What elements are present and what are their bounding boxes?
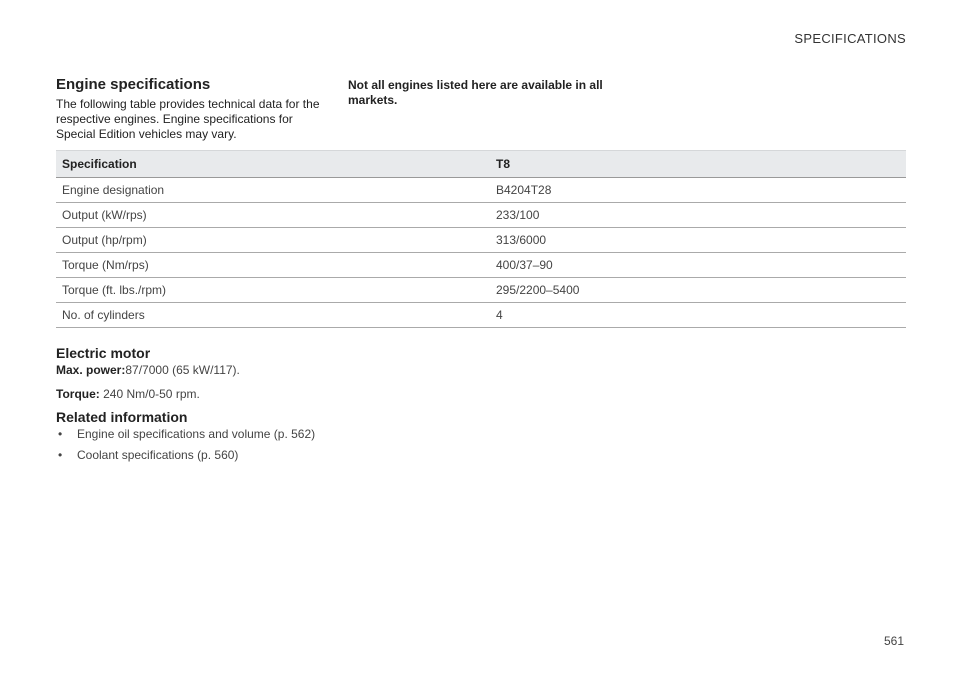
torque-value: 240 Nm/0-50 rpm.	[99, 387, 200, 401]
max-power-value: 87/7000 (65 kW/117).	[125, 363, 240, 377]
section-header: SPECIFICATIONS	[794, 31, 906, 46]
note-column	[348, 78, 628, 108]
spec-name-cell: No. of cylinders	[56, 303, 490, 328]
availability-note: Not all engines listed here are available in all markets.	[348, 78, 603, 107]
spec-name-cell: Torque (Nm/rps)	[56, 253, 490, 278]
page-number: 561	[883, 634, 904, 648]
max-power-label: Max. power:	[56, 363, 126, 377]
spec-value-cell: B4204T28	[490, 178, 906, 203]
table-row	[56, 278, 906, 303]
spec-name-cell: Output (hp/rpm)	[56, 228, 490, 253]
spec-name-cell: Torque (ft. lbs./rpm)	[56, 278, 490, 303]
table-row	[56, 303, 906, 328]
page-title: Engine specifications	[56, 76, 211, 93]
spec-value-cell: 313/6000	[490, 228, 906, 253]
electric-motor-section	[56, 345, 376, 401]
table-row	[56, 203, 906, 228]
spec-name-cell: Output (kW/rps)	[56, 203, 490, 228]
engine-intro-column	[56, 76, 326, 142]
bullet-icon: •	[58, 448, 63, 462]
max-power-line	[56, 363, 376, 377]
torque-line	[56, 387, 376, 401]
electric-motor-title: Electric motor	[56, 345, 151, 361]
spec-value-cell: 4	[490, 303, 906, 328]
spec-value-cell: 295/2200–5400	[490, 278, 906, 303]
spec-value-cell: 400/37–90	[490, 253, 906, 278]
table-header-row	[56, 151, 906, 178]
related-link-text: Coolant specifications (p. 560)	[77, 448, 239, 462]
table-row	[56, 228, 906, 253]
table-row	[56, 178, 906, 203]
related-information-section	[56, 409, 316, 469]
spec-name-cell: Engine designation	[56, 178, 490, 203]
column-header-t8: T8	[490, 151, 906, 178]
spec-value-cell: 233/100	[490, 203, 906, 228]
related-link-engine-oil[interactable]	[56, 427, 316, 441]
table-row	[56, 253, 906, 278]
column-header-specification: Specification	[56, 151, 490, 178]
torque-label: Torque:	[56, 387, 100, 401]
related-links-list	[56, 427, 316, 462]
intro-paragraph: The following table provides technical data for the respective engines. Engine specifications for Special Edition vehicles may vary.	[56, 97, 320, 141]
related-link-coolant[interactable]	[56, 448, 316, 462]
bullet-icon: •	[58, 427, 63, 441]
related-link-text: Engine oil specifications and volume (p. 562)	[77, 427, 316, 441]
engine-spec-table	[56, 150, 906, 328]
related-information-title: Related information	[56, 409, 188, 425]
